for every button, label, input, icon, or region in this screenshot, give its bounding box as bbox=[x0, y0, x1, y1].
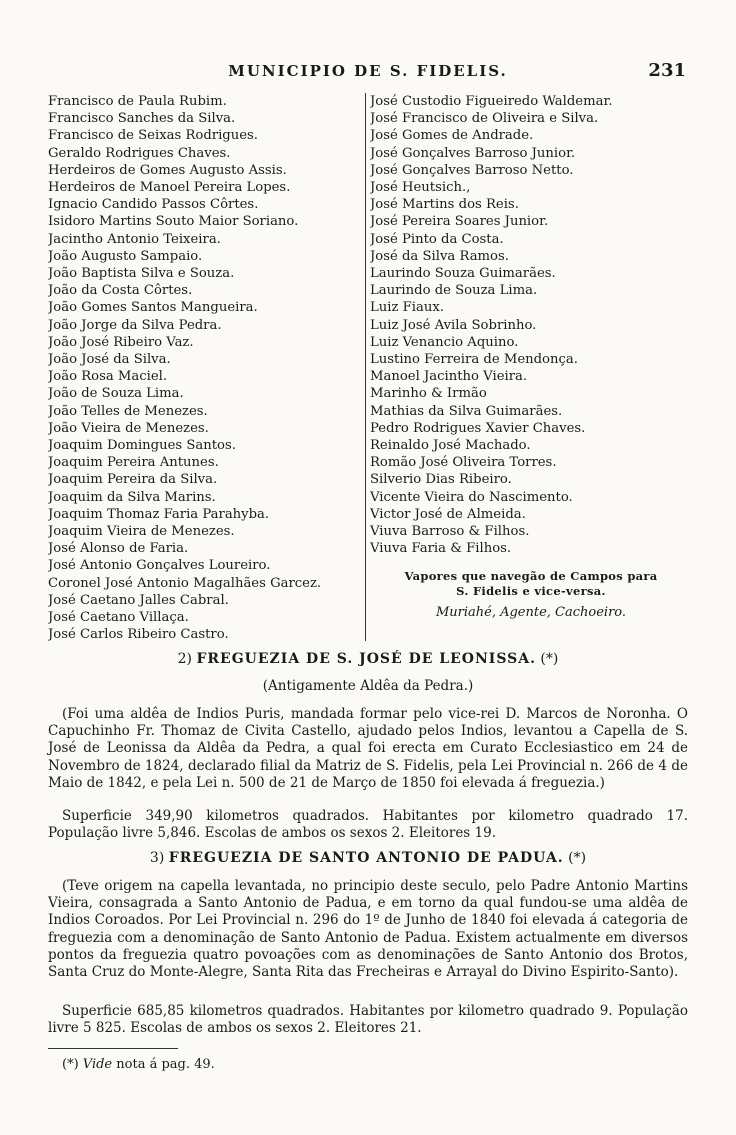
name-entry: José Pereira Soares Junior. bbox=[370, 214, 549, 230]
name-entry: Laurindo de Souza Lima. bbox=[370, 283, 538, 299]
name-entry: Victor José de Almeida. bbox=[370, 506, 526, 522]
name-entry: José da Silva Ramos. bbox=[370, 248, 509, 264]
vapores-line-1: Vapores que navegão de Campos para bbox=[404, 569, 658, 584]
name-entry: João da Costa Côrtes. bbox=[48, 283, 193, 299]
name-entry: Luiz José Avila Sobrinho. bbox=[370, 317, 537, 333]
name-entry: Vicente Vieira do Nascimento. bbox=[370, 489, 573, 505]
name-entry: Joaquim Pereira da Silva. bbox=[48, 472, 218, 488]
name-entry: José Custodio Figueiredo Waldemar. bbox=[370, 94, 613, 109]
name-entry: José Heutsich., bbox=[370, 180, 471, 196]
section-2-heading bbox=[0, 651, 736, 667]
name-entry: Reinaldo José Machado. bbox=[370, 438, 531, 454]
name-entry: José Gomes de Andrade. bbox=[370, 128, 534, 144]
name-entry: Romão José Oliveira Torres. bbox=[370, 455, 557, 471]
name-entry: Lustino Ferreira de Mendonça. bbox=[370, 352, 578, 368]
name-entry: Francisco de Paula Rubim. bbox=[48, 94, 227, 109]
name-entry: Joaquim Domingues Santos. bbox=[48, 438, 236, 454]
name-entry: Viuva Faria & Filhos. bbox=[370, 541, 512, 557]
name-entry: José Antonio Gonçalves Loureiro. bbox=[48, 558, 271, 574]
section-3-heading bbox=[0, 850, 736, 866]
name-entry: Luiz Venancio Aquino. bbox=[370, 334, 519, 350]
section-3-stats bbox=[48, 1003, 688, 1037]
footnote-mark: (*) bbox=[62, 1057, 79, 1072]
name-entry: João Telles de Menezes. bbox=[48, 403, 208, 419]
name-entry: Pedro Rodrigues Xavier Chaves. bbox=[370, 420, 586, 436]
name-entry: João de Souza Lima. bbox=[48, 386, 184, 402]
name-entry: Geraldo Rodrigues Chaves. bbox=[48, 145, 231, 161]
name-entry: João Baptista Silva e Souza. bbox=[48, 266, 235, 282]
section-2-stats bbox=[48, 808, 688, 842]
section-2-subtitle: (Antigamente Aldêa da Pedra.) bbox=[262, 678, 474, 694]
page-number: 231 bbox=[648, 60, 686, 81]
name-entry: Ignacio Candido Passos Côrtes. bbox=[48, 197, 259, 213]
name-entry: Herdeiros de Manoel Pereira Lopes. bbox=[48, 180, 291, 196]
section-3-title: FREGUEZIA DE SANTO ANTONIO DE PADUA. bbox=[168, 850, 564, 866]
name-entry: Joaquim Thomaz Faria Parahyba. bbox=[48, 506, 270, 522]
page-title: MUNICIPIO DE S. FIDELIS. bbox=[228, 62, 508, 80]
left-name-column bbox=[48, 93, 364, 644]
name-entry: João Vieira de Menezes. bbox=[48, 420, 209, 436]
section-3-mark: (*) bbox=[568, 850, 587, 866]
name-entry: Francisco Sanches da Silva. bbox=[48, 111, 236, 127]
name-entry: João José da Silva. bbox=[48, 352, 171, 368]
name-entry: José Gonçalves Barroso Netto. bbox=[370, 162, 574, 178]
name-entry: Manoel Jacintho Vieira. bbox=[370, 369, 528, 385]
name-columns bbox=[48, 93, 688, 648]
name-entry: José Francisco de Oliveira e Silva. bbox=[370, 111, 599, 127]
right-name-list bbox=[370, 93, 692, 557]
section-3-history bbox=[48, 878, 688, 981]
name-entry: Isidoro Martins Souto Maior Soriano. bbox=[48, 214, 299, 230]
name-entry: João Augusto Sampaio. bbox=[48, 248, 203, 264]
footnote-vide: Vide bbox=[82, 1057, 113, 1072]
footnote-rule bbox=[48, 1048, 178, 1049]
name-entry: João Rosa Maciel. bbox=[48, 369, 168, 385]
name-entry: Mathias da Silva Guimarães. bbox=[370, 403, 563, 419]
name-entry: Luiz Fiaux. bbox=[370, 300, 444, 316]
name-entry: Joaquim Pereira Antunes. bbox=[48, 455, 219, 471]
name-entry: Joaquim Vieira de Menezes. bbox=[48, 524, 235, 540]
name-entry: José Carlos Ribeiro Castro. bbox=[48, 627, 229, 643]
name-entry: Laurindo Souza Guimarães. bbox=[370, 266, 556, 282]
vapores-heading bbox=[370, 569, 692, 599]
page-header bbox=[0, 62, 736, 84]
section-3-history-text: (Teve origem na capella levantada, no principio deste seculo, pelo Padre Antonio Martins Vieira, consagrada a Santo Antonio de Padua, e em torno da qual fundou-se uma aldêa de Indios Coroados. Por Lei Provincial n. 296 do 1º de Junho de 1840 foi elevada á categoria de freguezia com a denominação de Santo Antonio de Padua. Existem actualmente em diversos pontos da freguezia quatro povoações com as denominações de Santo Antonio dos Brotos, Santa Cruz do Monte-Alegre, Santa Rita das Frecheiras e Arrayal do Divino Espirito-Santo). bbox=[48, 878, 688, 981]
section-2-mark: (*) bbox=[540, 651, 559, 667]
name-entry: José Martins dos Reis. bbox=[370, 197, 519, 213]
right-name-column bbox=[370, 93, 692, 620]
name-entry: Silverio Dias Ribeiro. bbox=[370, 472, 512, 488]
section-3-stats-text: Superficie 685,85 kilometros quadrados. Habitantes por kilometro quadrado 9. População livre 5 825. Escolas de ambos os sexos 2. Eleitores 21. bbox=[48, 1003, 688, 1037]
section-2-history bbox=[48, 706, 688, 792]
section-2-stats-text: Superficie 349,90 kilometros quadrados. Habitantes por kilometro quadrado 17. População livre 5,846. Escolas de ambos os sexos 2. Eleitores 19. bbox=[48, 808, 688, 842]
name-entry: José Gonçalves Barroso Junior. bbox=[370, 145, 576, 161]
column-divider bbox=[365, 93, 366, 641]
name-entry: Herdeiros de Gomes Augusto Assis. bbox=[48, 162, 287, 178]
name-entry: José Caetano Villaça. bbox=[48, 610, 189, 626]
vapores-agente: Muriahé, Agente, Cachoeiro. bbox=[435, 605, 627, 621]
name-entry: José Alonso de Faria. bbox=[48, 541, 189, 557]
section-3-number: 3) bbox=[149, 850, 165, 866]
name-entry: José Pinto da Costa. bbox=[370, 231, 504, 247]
name-entry: Marinho & Irmão bbox=[370, 386, 487, 402]
name-entry: Joaquim da Silva Marins. bbox=[48, 489, 216, 505]
name-entry: Jacintho Antonio Teixeira. bbox=[48, 231, 221, 247]
name-entry: Francisco de Seixas Rodrigues. bbox=[48, 128, 258, 144]
section-2-title: FREGUEZIA DE S. JOSÉ DE LEONISSA. bbox=[196, 651, 536, 667]
name-entry: João Jorge da Silva Pedra. bbox=[48, 317, 222, 333]
name-entry: José Caetano Jalles Cabral. bbox=[48, 592, 229, 608]
footnote bbox=[62, 1057, 215, 1072]
vapores-line-2: S. Fidelis e vice-versa. bbox=[456, 584, 606, 599]
section-2-history-text: (Foi uma aldêa de Indios Puris, mandada formar pelo vice-rei D. Marcos de Noronha. O Capuchinho Fr. Thomaz de Civita Castello, ajudado pelos Indios, levantou a Capella de S. José de Leonissa da Aldêa da Pedra, a qual foi erecta em Curato Ecclesiastico em 24 de Novembro de 1824, declarado filial da Matriz de S. Fidelis, pela Lei Provincial n. 266 de 4 de Maio de 1842, e pela Lei n. 500 de 21 de Março de 1850 foi elevada á freguezia.) bbox=[48, 706, 688, 791]
footnote-text: nota á pag. 49. bbox=[116, 1057, 215, 1072]
name-entry: Coronel José Antonio Magalhães Garcez. bbox=[48, 575, 322, 591]
name-entry: João José Ribeiro Vaz. bbox=[48, 334, 194, 350]
section-2-number: 2) bbox=[177, 651, 193, 667]
name-entry: João Gomes Santos Mangueira. bbox=[48, 300, 258, 316]
name-entry: Viuva Barroso & Filhos. bbox=[370, 524, 530, 540]
